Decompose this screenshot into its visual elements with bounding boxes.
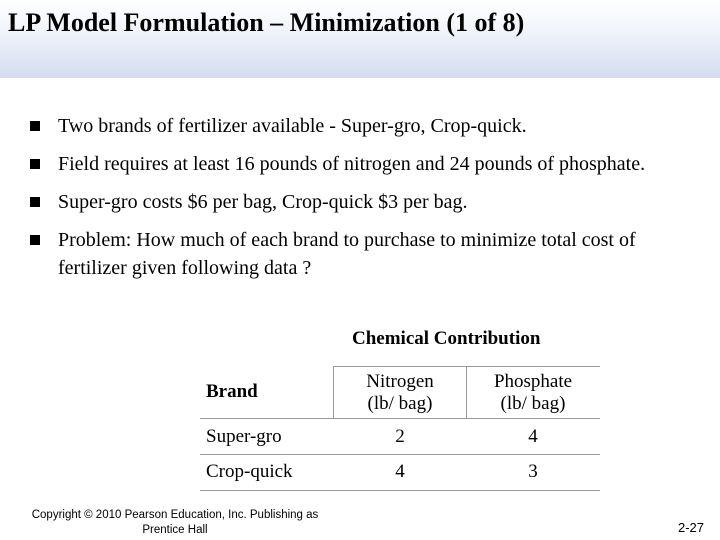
page-number: 2-27 — [677, 520, 704, 535]
bullet-item — [30, 188, 690, 216]
nitrogen-unit: (lb/ bag) — [367, 393, 433, 414]
bullet-text: Two brands of fertilizer available - Super-gro, Crop-quick. — [58, 115, 527, 137]
bullet-text: Field requires at least 16 pounds of nitrogen and 24 pounds of phosphate. — [58, 153, 646, 175]
table-group-header: Chemical Contribution — [352, 328, 541, 349]
row-phosphate: 4 — [528, 426, 538, 447]
slide-title: LP Model Formulation – Minimization (1 of 8) — [8, 8, 525, 37]
phosphate-column-header: Phosphate — [493, 371, 573, 392]
bullet-text: Super-gro costs $6 per bag, Crop-quick $3 per bag. — [58, 191, 468, 213]
bullet-item — [30, 150, 690, 178]
row-divider — [200, 454, 600, 455]
header-bottom-divider — [200, 418, 600, 419]
brand-column-header: Brand — [206, 381, 258, 402]
square-bullet-icon — [30, 121, 40, 131]
phosphate-unit: (lb/ bag) — [500, 393, 566, 414]
row-nitrogen: 2 — [395, 426, 405, 447]
table-bottom-divider — [200, 490, 600, 491]
column-divider — [466, 366, 467, 418]
row-phosphate: 3 — [528, 461, 538, 482]
square-bullet-icon — [30, 159, 40, 169]
bullet-text: Problem: How much of each brand to purchase to minimize total cost of fertilizer given following data ? — [58, 229, 636, 279]
chemical-contribution-table — [200, 326, 600, 492]
row-brand: Super-gro — [206, 426, 282, 447]
row-nitrogen: 4 — [395, 461, 405, 482]
row-brand: Crop-quick — [206, 461, 293, 482]
copyright-notice: Copyright © 2010 Pearson Education, Inc. Publishing as Prentice Hall — [31, 509, 319, 536]
bullet-list — [30, 112, 690, 292]
nitrogen-column-header: Nitrogen — [366, 371, 434, 392]
bullet-item — [30, 226, 690, 282]
bullet-item — [30, 112, 690, 140]
square-bullet-icon — [30, 197, 40, 207]
column-divider — [333, 366, 334, 418]
square-bullet-icon — [30, 235, 40, 245]
